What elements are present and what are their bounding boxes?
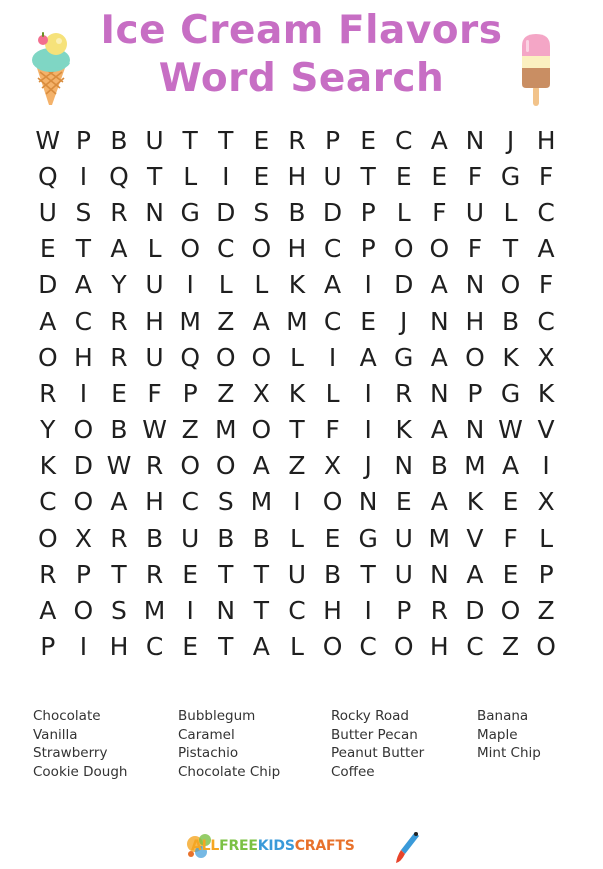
grid-cell: Q xyxy=(180,342,201,372)
word-list-column xyxy=(331,707,424,781)
grid-cell: R xyxy=(395,378,413,408)
grid-cell: S xyxy=(217,487,234,517)
grid-cell: M xyxy=(143,596,166,626)
grid-cell: L xyxy=(289,342,304,372)
grid-cell: H xyxy=(536,125,556,155)
grid-cell: O xyxy=(37,342,58,372)
grid-cell: A xyxy=(430,125,448,155)
word-list-item: Maple xyxy=(477,726,518,743)
grid-cell: I xyxy=(364,378,372,408)
grid-cell: N xyxy=(358,487,378,517)
grid-cell: G xyxy=(500,378,521,408)
grid-cell: O xyxy=(322,632,343,662)
grid-cell: P xyxy=(538,559,554,589)
grid-cell: Q xyxy=(109,161,129,191)
grid-cell: O xyxy=(180,234,201,264)
grid-cell: I xyxy=(364,596,372,626)
grid-cell: U xyxy=(145,125,164,155)
grid-cell: I xyxy=(364,270,372,300)
grid-cell: Y xyxy=(40,415,56,445)
grid-cell: E xyxy=(182,559,199,589)
word-list-column xyxy=(33,707,127,781)
grid-cell: G xyxy=(358,523,378,553)
grid-cell: R xyxy=(39,378,57,408)
grid-cell: E xyxy=(182,632,199,662)
grid-cell: P xyxy=(360,197,376,227)
grid-cell: A xyxy=(359,342,377,372)
grid-cell: T xyxy=(218,559,234,589)
grid-cell: H xyxy=(145,306,164,336)
word-list-item: Strawberry xyxy=(33,745,108,762)
grid-cell: N xyxy=(465,125,485,155)
grid-cell: P xyxy=(360,234,376,264)
grid-cell: A xyxy=(252,451,270,481)
logo-text-part: FREE xyxy=(219,838,258,854)
grid-cell: A xyxy=(252,306,270,336)
grid-cell: Q xyxy=(37,161,58,191)
grid-cell: C xyxy=(537,306,555,336)
grid-cell: L xyxy=(539,523,554,553)
grid-cell: T xyxy=(360,161,376,191)
grid-cell: A xyxy=(537,234,555,264)
grid-cell: G xyxy=(500,161,521,191)
grid-cell: V xyxy=(537,415,555,445)
grid-cell: I xyxy=(328,342,337,372)
grid-cell: U xyxy=(145,270,164,300)
grid-cell: I xyxy=(542,451,550,481)
grid-cell: E xyxy=(324,523,341,553)
grid-cell: E xyxy=(395,161,412,191)
grid-cell: P xyxy=(182,378,198,408)
grid-cell: O xyxy=(251,415,272,445)
grid-cell: O xyxy=(500,596,521,626)
grid-cell: N xyxy=(429,306,449,336)
grid-cell: D xyxy=(38,270,58,300)
grid-cell: O xyxy=(251,234,272,264)
grid-cell: A xyxy=(110,487,128,517)
grid-cell: O xyxy=(73,596,94,626)
grid-cell: T xyxy=(146,161,163,191)
grid-cell: C xyxy=(466,632,484,662)
grid-cell: E xyxy=(395,487,412,517)
grid-cell: M xyxy=(214,415,237,445)
grid-cell: A xyxy=(430,342,448,372)
grid-cell: D xyxy=(322,197,343,227)
grid-cell: E xyxy=(39,234,56,264)
grid-cell: W xyxy=(35,125,61,155)
logo-text xyxy=(191,838,355,854)
grid-cell: D xyxy=(216,197,236,227)
grid-cell: A xyxy=(323,270,342,300)
grid-cell: A xyxy=(39,596,57,626)
grid-cell: M xyxy=(286,306,308,336)
grid-cell: O xyxy=(215,342,236,372)
grid-cell: I xyxy=(186,596,194,626)
grid-cell: Z xyxy=(217,306,235,336)
grid-cell: H xyxy=(287,234,307,264)
grid-cell: A xyxy=(430,487,448,517)
grid-cell: X xyxy=(252,378,270,408)
grid-cell: B xyxy=(110,415,128,445)
grid-cell: C xyxy=(217,234,235,264)
grid-cell: A xyxy=(501,451,520,481)
grid-cell: P xyxy=(467,378,483,408)
grid-cell: P xyxy=(75,125,91,155)
grid-cell: O xyxy=(251,342,272,372)
grid-cell: N xyxy=(394,451,414,481)
grid-cell: N xyxy=(465,415,485,445)
grid-cell: E xyxy=(502,559,519,589)
grid-cell: J xyxy=(506,125,515,155)
word-list-column xyxy=(477,707,541,763)
grid-cell: B xyxy=(217,523,235,553)
word-list-item: Coffee xyxy=(331,763,375,780)
grid-cell: V xyxy=(466,523,484,553)
grid-cell: E xyxy=(431,161,448,191)
grid-cell: S xyxy=(253,197,270,227)
grid-cell: T xyxy=(218,632,234,662)
grid-cell: T xyxy=(289,415,305,445)
grid-cell: E xyxy=(360,125,377,155)
grid-cell: L xyxy=(325,378,340,408)
grid-cell: C xyxy=(537,197,555,227)
word-list-item: Bubblegum xyxy=(178,708,256,724)
grid-cell: H xyxy=(73,342,93,372)
grid-cell: A xyxy=(252,632,270,662)
grid-cell: B xyxy=(501,306,520,336)
grid-cell: T xyxy=(182,125,198,155)
grid-cell: N xyxy=(145,197,164,227)
grid-cell: F xyxy=(432,197,447,227)
grid-cell: L xyxy=(503,197,518,227)
grid-cell: U xyxy=(465,197,485,227)
grid-cell: U xyxy=(181,523,200,553)
grid-cell: R xyxy=(110,197,128,227)
grid-cell: T xyxy=(253,559,269,589)
grid-cell: A xyxy=(110,234,128,264)
grid-cell: C xyxy=(181,487,199,517)
logo-text-part: ALL xyxy=(191,838,220,854)
grid-cell: E xyxy=(253,161,270,191)
grid-cell: O xyxy=(73,415,94,445)
word-list-item: Chocolate xyxy=(33,708,101,724)
title-line-1: Ice Cream Flavors xyxy=(100,8,503,53)
grid-cell: O xyxy=(393,632,414,662)
grid-cell: Z xyxy=(181,415,199,445)
word-list-item: Rocky Road xyxy=(331,708,409,724)
grid-cell: C xyxy=(323,306,342,336)
grid-cell: X xyxy=(537,487,555,517)
grid-cell: R xyxy=(288,125,306,155)
grid-cell: A xyxy=(39,306,57,336)
grid-cell: B xyxy=(323,559,342,589)
grid-cell: N xyxy=(216,596,236,626)
grid-cell: M xyxy=(464,451,486,481)
word-list-item: Caramel xyxy=(178,726,235,743)
grid-cell: L xyxy=(147,234,162,264)
grid-cell: F xyxy=(467,161,483,191)
word-list-item: Vanilla xyxy=(33,726,78,743)
grid-cell: C xyxy=(395,125,413,155)
grid-cell: H xyxy=(465,306,485,336)
grid-cell: O xyxy=(73,487,94,517)
grid-cell: D xyxy=(73,451,94,481)
grid-cell: F xyxy=(467,234,483,264)
grid-cell: B xyxy=(288,197,306,227)
grid-cell: O xyxy=(180,451,201,481)
grid-cell: N xyxy=(429,559,449,589)
word-list-item: Peanut Butter xyxy=(331,745,425,762)
grid-cell: L xyxy=(218,270,233,300)
grid-cell: U xyxy=(394,559,413,589)
grid-cell: U xyxy=(145,342,164,372)
grid-cell: T xyxy=(218,125,234,155)
grid-cell: P xyxy=(75,559,91,589)
grid-cell: Z xyxy=(217,378,235,408)
grid-cell: W xyxy=(142,415,167,445)
grid-cell: Z xyxy=(288,451,306,481)
grid-cell: O xyxy=(215,451,236,481)
grid-cell: F xyxy=(147,378,162,408)
grid-cell: O xyxy=(37,523,58,553)
grid-cell: C xyxy=(39,487,57,517)
grid-cell: L xyxy=(396,197,411,227)
grid-cell: C xyxy=(74,306,93,336)
grid-cell: F xyxy=(325,415,340,445)
grid-cell: R xyxy=(145,451,164,481)
paint-brush-icon xyxy=(395,830,421,864)
grid-cell: U xyxy=(394,523,413,553)
grid-cell: G xyxy=(180,197,200,227)
grid-cell: Y xyxy=(111,270,127,300)
grid-cell: D xyxy=(394,270,414,300)
grid-cell: L xyxy=(289,523,304,553)
letter-grid xyxy=(30,122,564,665)
grid-cell: L xyxy=(289,632,304,662)
grid-cell: J xyxy=(364,451,372,481)
grid-cell: T xyxy=(502,234,519,264)
grid-cell: K xyxy=(39,451,56,481)
grid-cell: C xyxy=(323,234,342,264)
grid-cell: K xyxy=(502,342,519,372)
word-list-item: Banana xyxy=(477,708,529,724)
grid-cell: P xyxy=(325,125,341,155)
grid-cell: F xyxy=(503,523,518,553)
grid-cell: I xyxy=(222,161,230,191)
grid-cell: N xyxy=(429,378,449,408)
grid-cell: I xyxy=(364,415,372,445)
grid-cell: Z xyxy=(537,596,555,626)
grid-cell: X xyxy=(323,451,342,481)
logo-text-part: KIDS xyxy=(257,838,295,854)
word-list-item: Chocolate Chip xyxy=(178,763,281,780)
grid-cell: E xyxy=(111,378,127,408)
grid-cell: N xyxy=(465,270,485,300)
grid-cell: M xyxy=(179,306,201,336)
grid-cell: T xyxy=(75,234,92,264)
grid-cell: A xyxy=(466,559,484,589)
grid-cell: A xyxy=(430,270,448,300)
brand-logo xyxy=(185,830,425,864)
grid-cell: X xyxy=(537,342,555,372)
logo-text-part: CRAFTS xyxy=(294,838,355,854)
word-list-item: Butter Pecan xyxy=(331,726,418,743)
title-line-2: Word Search xyxy=(158,56,445,101)
grid-cell: I xyxy=(79,161,88,191)
grid-cell: I xyxy=(186,270,194,300)
word-list-item: Cookie Dough xyxy=(33,763,128,780)
grid-cell: B xyxy=(110,125,128,155)
grid-cell: G xyxy=(394,342,414,372)
word-list-column xyxy=(178,707,280,781)
grid-cell: E xyxy=(502,487,519,517)
word-list-item: Mint Chip xyxy=(477,745,541,762)
grid-cell: T xyxy=(253,596,269,626)
grid-cell: S xyxy=(111,596,127,626)
grid-cell: S xyxy=(75,197,92,227)
grid-cell: U xyxy=(287,559,307,589)
grid-cell: R xyxy=(145,559,164,589)
grid-cell: B xyxy=(430,451,448,481)
grid-cell: O xyxy=(500,270,521,300)
grid-cell: U xyxy=(323,161,342,191)
grid-cell: W xyxy=(498,415,523,445)
grid-cell: Z xyxy=(501,632,520,662)
grid-cell: R xyxy=(110,306,128,336)
grid-cell: R xyxy=(430,596,449,626)
grid-cell: H xyxy=(145,487,164,517)
grid-cell: H xyxy=(323,596,342,626)
grid-cell: K xyxy=(288,378,306,408)
grid-cell: R xyxy=(110,523,128,553)
grid-cell: W xyxy=(106,451,132,481)
grid-cell: T xyxy=(111,559,127,589)
grid-cell: I xyxy=(293,487,301,517)
grid-cell: E xyxy=(360,306,377,336)
grid-cell: X xyxy=(74,523,92,553)
grid-cell: P xyxy=(40,632,56,662)
grid-cell: K xyxy=(466,487,484,517)
grid-cell: O xyxy=(536,632,556,662)
grid-cell: U xyxy=(38,197,57,227)
grid-cell: O xyxy=(429,234,450,264)
grid-cell: K xyxy=(288,270,306,300)
grid-cell: T xyxy=(360,559,376,589)
grid-cell: B xyxy=(146,523,164,553)
grid-cell: O xyxy=(322,487,343,517)
grid-cell: B xyxy=(252,523,270,553)
grid-cell: R xyxy=(39,559,57,589)
grid-cell: H xyxy=(429,632,449,662)
grid-cell: J xyxy=(400,306,408,336)
grid-cell: L xyxy=(183,161,198,191)
grid-cell: L xyxy=(254,270,269,300)
grid-cell: M xyxy=(250,487,273,517)
grid-cell: I xyxy=(79,632,88,662)
grid-cell: F xyxy=(538,161,554,191)
grid-cell: A xyxy=(430,415,448,445)
grid-cell: F xyxy=(538,270,554,300)
grid-cell: P xyxy=(396,596,412,626)
grid-cell: O xyxy=(465,342,485,372)
grid-cell: I xyxy=(79,378,88,408)
grid-cell: R xyxy=(110,342,128,372)
grid-cell: H xyxy=(109,632,129,662)
grid-cell: O xyxy=(393,234,414,264)
grid-cell: E xyxy=(253,125,270,155)
grid-cell: M xyxy=(428,523,451,553)
grid-cell: K xyxy=(395,415,412,445)
grid-cell: K xyxy=(537,378,555,408)
word-list-item: Pistachio xyxy=(178,745,239,762)
grid-cell: C xyxy=(288,596,306,626)
grid-cell: C xyxy=(145,632,164,662)
grid-cell: A xyxy=(74,270,92,300)
grid-cell: C xyxy=(359,632,377,662)
grid-cell: D xyxy=(465,596,485,626)
grid-cell: H xyxy=(287,161,307,191)
